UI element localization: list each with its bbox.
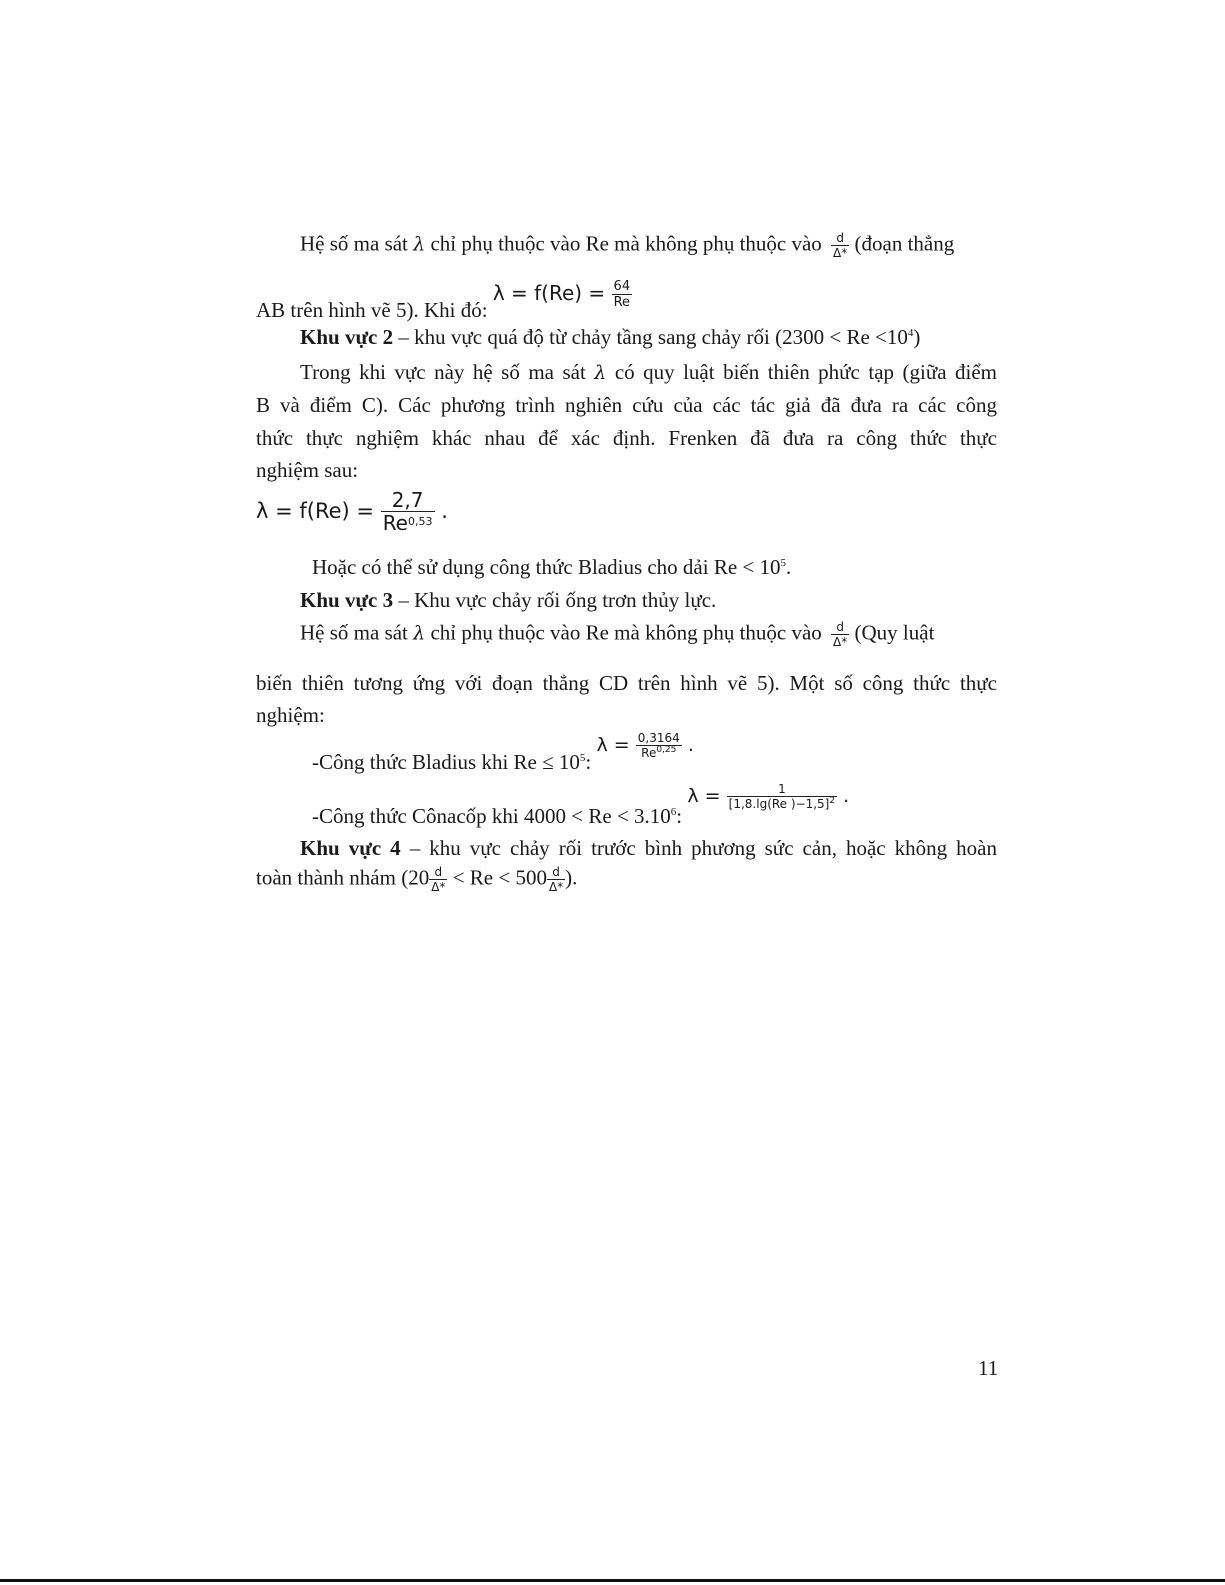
fraction-denominator: Δ* [833, 245, 848, 260]
body-text: có quy luật biến thiên phức tạp (giữa điểm [614, 360, 997, 384]
body-text: ) [913, 325, 921, 349]
superscript: 6 [670, 806, 677, 819]
equation-lhs: λ = f(Re) = [256, 499, 374, 523]
fraction-denominator [727, 796, 837, 811]
fraction-konakov [727, 783, 837, 810]
fraction-denominator: Δ* [833, 634, 848, 649]
body-text: (Quy luật [854, 620, 935, 645]
body-text: – khu vực quá độ từ chảy tầng sang chảy rối (2300 < Re <10 [398, 325, 908, 349]
denominator-base: Re [641, 745, 657, 760]
fraction-numerator: d [836, 620, 844, 634]
section-heading: Khu vực 4 [300, 836, 401, 860]
paragraph-line: thức thực nghiệm khác nhau để xác định. Frenken đã đưa ra công thức thực [256, 426, 997, 450]
paragraph-line [300, 362, 997, 383]
section-heading-line [300, 838, 997, 859]
fraction-denominator [636, 745, 682, 760]
body-text: chỉ phụ thuộc vào Re mà không phụ thuộc vào [430, 620, 822, 645]
equation-lhs: λ = [687, 785, 721, 808]
body-text: chỉ phụ thuộc vào Re mà không phụ thuộc vào [430, 231, 822, 256]
superscript: 5 [780, 557, 787, 569]
paragraph-line: biến thiên tương ứng với đoạn thẳng CD trên hình vẽ 5). Một số công thức thực [256, 671, 997, 695]
page-number: 11 [978, 1356, 999, 1380]
equation-lhs: λ = f(Re) = [492, 281, 606, 306]
lambda-symbol: λ [413, 622, 426, 645]
equation-lhs: λ = [596, 734, 630, 757]
equation-laminar [492, 279, 632, 310]
body-text: Hoặc có thể sử dụng công thức Bladius cho dải Re < 10 [312, 555, 781, 579]
body-text: -Công thức Cônacốp khi 4000 < Re < 3.10 [312, 804, 671, 829]
body-text: ). [565, 865, 578, 890]
body-text: AB trên hình vẽ 5). Khi đó: [256, 298, 488, 323]
body-text: : [585, 750, 592, 775]
paragraph-line [300, 232, 954, 259]
fraction-d-over-delta [429, 866, 447, 893]
fraction-numerator: d [552, 865, 560, 879]
body-text: Hệ số ma sát [300, 231, 408, 256]
fraction-d-over-delta [831, 232, 849, 259]
section-heading-line [300, 590, 716, 611]
fraction-numerator: d [836, 231, 844, 245]
fraction-denominator: Δ* [431, 879, 446, 894]
section-heading: Khu vực 3 [300, 588, 394, 612]
body-text: Hệ số ma sát [300, 620, 408, 645]
fraction-d-over-delta [831, 621, 849, 648]
body-text: (đoạn thẳng [854, 231, 955, 256]
body-text: : [676, 804, 683, 829]
equation-konakov [687, 782, 850, 811]
body-text: < Re < 500 [452, 865, 547, 890]
fraction-denominator [381, 511, 435, 534]
fraction-64-over-re [612, 280, 633, 309]
superscript: 4 [907, 327, 914, 339]
fraction-numerator: 2,7 [391, 488, 424, 512]
fraction-denominator: Δ* [548, 879, 564, 894]
paragraph-line [256, 279, 632, 323]
paragraph-line [256, 866, 577, 893]
fraction-numerator: 64 [613, 279, 631, 294]
equation-frenken [256, 490, 448, 534]
paragraph-line: B và điểm C). Các phương trình nghiên cứu của các tác giả đã đưa ra các công [256, 393, 997, 417]
fraction-d-over-delta [547, 866, 565, 893]
fraction-numerator: d [434, 865, 443, 879]
paragraph-line [300, 621, 934, 648]
fraction-numerator: 1 [778, 782, 786, 796]
equation-period: . [441, 499, 448, 523]
section-heading-line [300, 327, 920, 348]
denominator-base: Re [382, 511, 408, 535]
fraction-frenken [381, 490, 435, 534]
body-text: – Khu vực chảy rối ống trơn thủy lực. [398, 588, 717, 612]
paragraph-line: nghiệm sau: [256, 458, 359, 482]
body-text: -Công thức Bladius khi Re ≤ 10 [312, 750, 580, 775]
section-heading: Khu vực 2 [300, 325, 394, 349]
equation-period: . [687, 734, 694, 757]
body-text: . [786, 555, 792, 579]
superscript: 2 [829, 795, 836, 806]
superscript: 0,53 [408, 515, 433, 528]
paragraph-line: nghiệm: [256, 703, 325, 727]
body-text: toàn thành nhám (20 [256, 865, 430, 890]
fraction-denominator: Re [612, 294, 633, 310]
bottom-border [0, 1579, 1225, 1582]
body-text: Trong khi vực này hệ số ma sát [300, 360, 586, 384]
superscript: 5 [579, 752, 586, 765]
equation-period: . [843, 785, 850, 808]
superscript: 0,25 [656, 744, 677, 755]
formula-konakov-line [312, 782, 850, 829]
lambda-symbol: λ [594, 362, 607, 384]
fraction-bladius [636, 732, 682, 759]
denominator-base: [1,8.lg(Re )−1,5] [728, 796, 830, 811]
fraction-numerator: 0,3164 [637, 731, 680, 745]
body-text: – khu vực chảy rối trước bình phương sức cản, hoặc không hoàn [409, 836, 998, 860]
lambda-symbol: λ [413, 233, 426, 256]
paragraph-line [312, 557, 791, 578]
equation-bladius [596, 731, 694, 760]
